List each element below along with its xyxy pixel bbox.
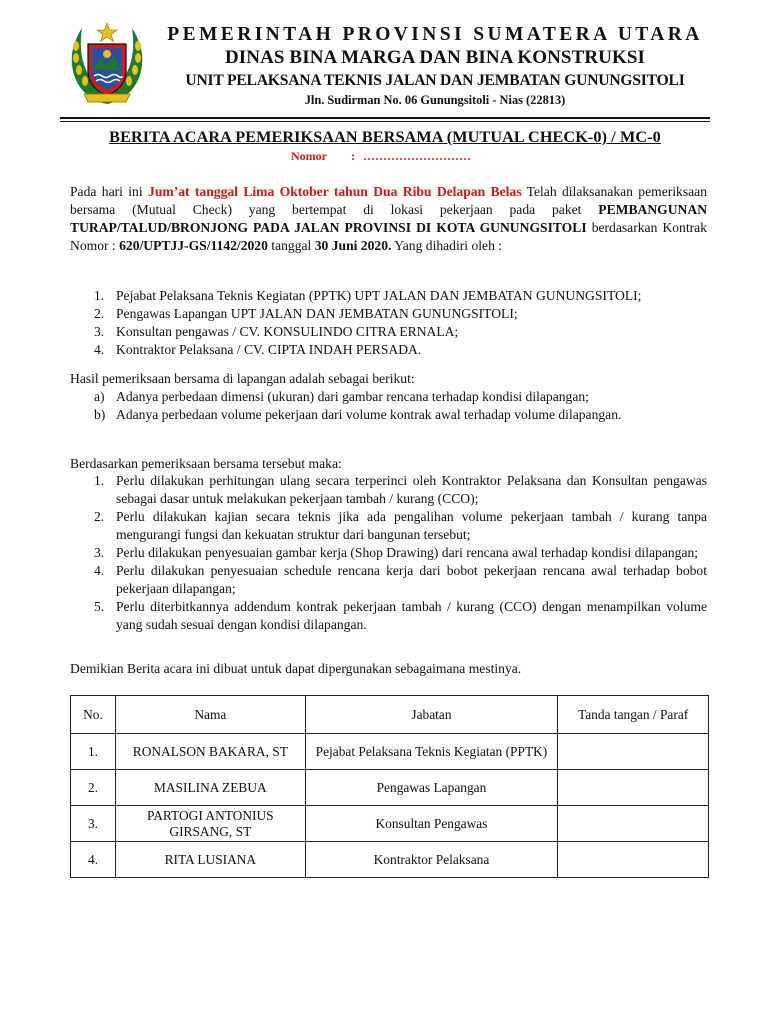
list-item [70, 305, 707, 323]
list-text: Konsultan pengawas / CV. KONSULINDO CITRA ERNALA; [116, 324, 459, 339]
opening-text-2: Telah dilaksanakan pemeriksaan bersama (Mutual Check) yang bertempat di lokasi pekerjaan pada paket [70, 184, 707, 217]
table-row [71, 770, 709, 806]
list-text: Adanya perbedaan dimensi (ukuran) dari gambar rencana terhadap kondisi dilapangan; [116, 389, 589, 404]
list-text: Perlu dilakukan penyesuaian gambar kerja (Shop Drawing) dari rencana awal terhadap kondisi dilapangan; [116, 545, 699, 560]
cell-paraf [558, 842, 709, 878]
list-text: Perlu dilakukan penyesuaian schedule rencana kerja dari bobot pekerjaan rencana awal terhadap bobot pekerjaan dilapangan; [116, 563, 707, 596]
opening-text-1: Pada hari ini [70, 184, 143, 199]
header-jabatan: Jabatan [305, 696, 558, 734]
list-item [70, 598, 707, 634]
table-row [71, 734, 709, 770]
list-item [70, 508, 707, 544]
attendee-list [70, 287, 707, 359]
list-number: a) [94, 389, 105, 404]
list-item [70, 406, 707, 424]
number-value: ……………………… [363, 149, 471, 163]
table-header-row [71, 696, 709, 734]
list-number: 2. [94, 306, 105, 321]
cell-no: 2. [71, 770, 116, 806]
cell-paraf [558, 734, 709, 770]
list-text: Adanya perbedaan volume pekerjaan dari volume kontrak awal terhadap volume dilapangan. [116, 407, 622, 422]
document-title: BERITA ACARA PEMERIKSAAN BERSAMA (MUTUAL CHECK-0) / MC-0 [109, 128, 661, 146]
list-number: 5. [94, 599, 105, 614]
header-paraf: Tanda tangan / Paraf [558, 696, 709, 734]
list-item [70, 544, 707, 562]
cell-jabatan: Konsultan Pengawas [305, 806, 558, 842]
cell-nama: RITA LUSIANA [115, 842, 305, 878]
cell-paraf [558, 770, 709, 806]
list-text: Perlu dilakukan perhitungan ulang secara terperinci oleh Kontraktor Pelaksana dan Konsultan pengawas sebagai dasar untuk melakukan pekerjaan tambah / kurang (CCO); [116, 473, 707, 506]
table-row [71, 806, 709, 842]
opening-text-3: berdasarkan Kontrak Nomor : [70, 220, 707, 253]
number-colon: : [351, 149, 355, 163]
letterhead-agency: DINAS BINA MARGA DAN BINA KONSTRUKSI [224, 47, 646, 68]
letterhead-divider-thin [60, 121, 710, 122]
table-row [71, 842, 709, 878]
header-no: No. [71, 696, 116, 734]
list-text: Pengawas Lapangan UPT JALAN DAN JEMBATAN GUNUNGSITOLI; [116, 306, 518, 321]
list-number: 4. [94, 342, 105, 357]
opening-paragraph [70, 183, 707, 255]
header-nama: Nama [115, 696, 305, 734]
cell-jabatan: Pengawas Lapangan [305, 770, 558, 806]
list-number: 4. [94, 563, 105, 578]
cell-jabatan: Kontraktor Pelaksana [305, 842, 558, 878]
cell-no: 4. [71, 842, 116, 878]
list-number: 3. [94, 324, 105, 339]
list-item [70, 323, 707, 341]
package-name: PEMBANGUNAN TURAP/TALUD/BRONJONG PADA JALAN PROVINSI DI KOTA GUNUNGSITOLI [70, 202, 708, 235]
letterhead-divider [60, 117, 710, 119]
cell-paraf [558, 806, 709, 842]
results-list [70, 388, 707, 424]
list-text: Perlu diterbitkannya addendum kontrak pekerjaan tambah / kurang (CCO) dengan menampilkan volume yang sudah sesuai dengan kondisi dilapangan. [116, 599, 707, 632]
list-number: 2. [94, 509, 105, 524]
list-number: 1. [94, 473, 105, 488]
conclusions-intro: Berdasarkan pemeriksaan bersama tersebut maka: [70, 456, 342, 471]
list-text: Perlu dilakukan kajian secara teknis jika ada pengalihan volume pekerjaan tambah / kurang tanpa mengurangi fungsi dan kekuatan struktur dari bangunan tersebut; [116, 509, 707, 542]
letterhead-unit: UNIT PELAKSANA TEKNIS JALAN DAN JEMBATAN GUNUNGSITOLI [185, 72, 685, 89]
list-number: b) [94, 407, 106, 422]
signature-table [70, 695, 709, 878]
results-intro: Hasil pemeriksaan bersama di lapangan adalah sebagai berikut: [70, 371, 415, 386]
cell-nama: MASILINA ZEBUA [115, 770, 305, 806]
list-item [70, 341, 707, 359]
list-item [70, 472, 707, 508]
letterhead [152, 24, 718, 109]
opening-text-4: tanggal [271, 238, 312, 253]
provincial-emblem-icon [66, 20, 148, 108]
list-item [70, 562, 707, 598]
list-text: Pejabat Pelaksana Teknis Kegiatan (PPTK) UPT JALAN DAN JEMBATAN GUNUNGSITOLI; [116, 288, 642, 303]
letterhead-address: Jln. Sudirman No. 06 Gunungsitoli - Nias (22813) [304, 93, 566, 107]
list-number: 3. [94, 545, 105, 560]
number-label: Nomor [291, 149, 327, 163]
list-number: 1. [94, 288, 105, 303]
opening-text-5: Yang dihadiri oleh : [394, 238, 503, 253]
list-text: Kontraktor Pelaksana / CV. CIPTA INDAH PERSADA. [116, 342, 422, 357]
contract-date: 30 Juni 2020. [314, 238, 392, 253]
closing-statement: Demikian Berita acara ini dibuat untuk dapat dipergunakan sebagaimana mestinya. [70, 661, 522, 676]
list-item [70, 388, 707, 406]
document-number [291, 149, 471, 164]
opening-date: Jum’at tanggal Lima Oktober tahun Dua Ribu Delapan Belas [148, 184, 522, 199]
cell-no: 3. [71, 806, 116, 842]
letterhead-government: PEMERINTAH PROVINSI SUMATERA UTARA [167, 24, 703, 45]
cell-no: 1. [71, 734, 116, 770]
conclusions-list [70, 472, 707, 634]
cell-nama: PARTOGI ANTONIUS GIRSANG, ST [115, 806, 305, 842]
cell-jabatan: Pejabat Pelaksana Teknis Kegiatan (PPTK) [305, 734, 558, 770]
list-item [70, 287, 707, 305]
contract-number: 620/UPTJJ-GS/1142/2020 [119, 238, 268, 253]
cell-nama: RONALSON BAKARA, ST [115, 734, 305, 770]
